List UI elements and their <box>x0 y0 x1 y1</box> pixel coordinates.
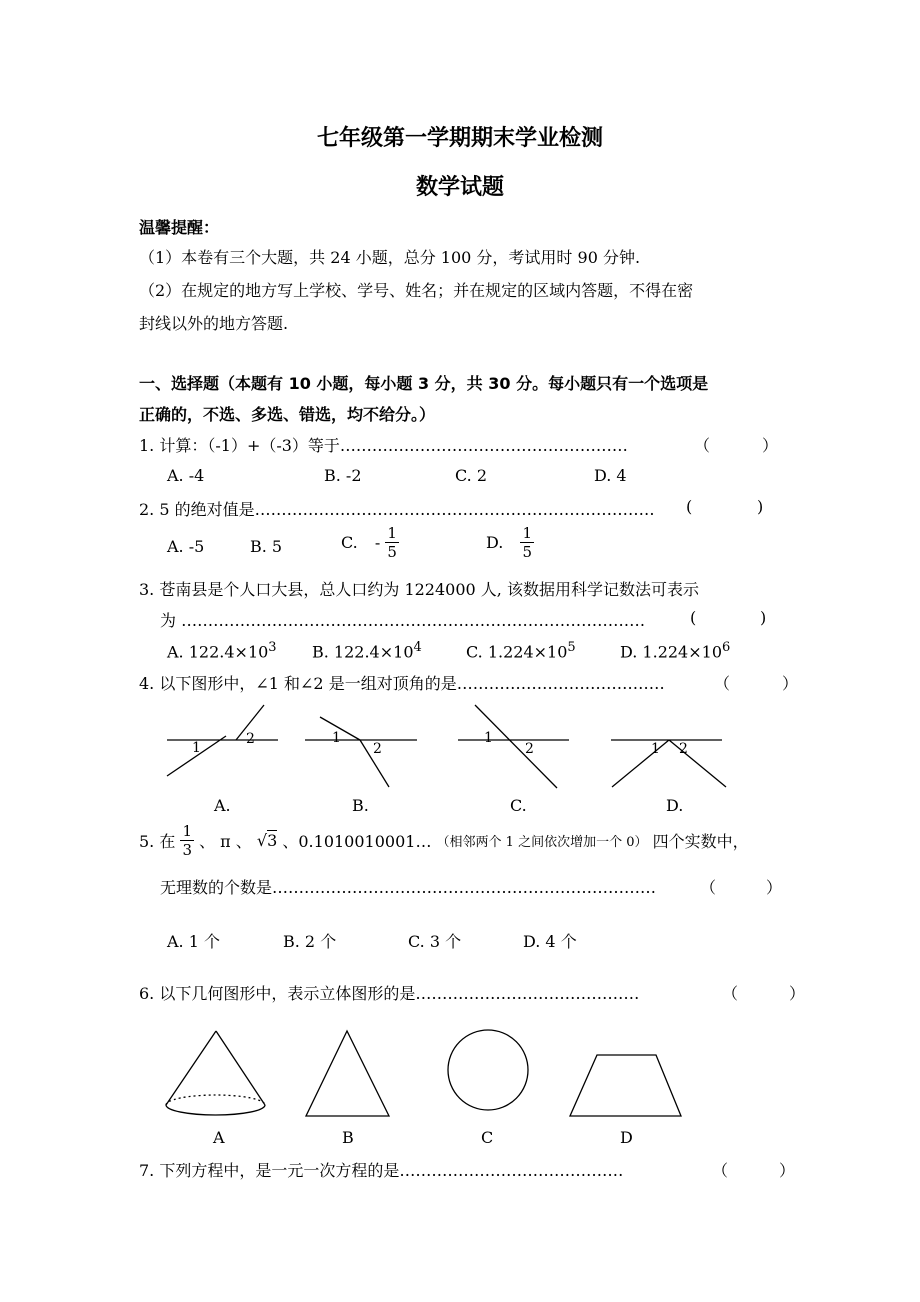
q2-option-d <box>486 524 534 561</box>
q3-answer-open: ( <box>690 608 697 627</box>
q2-option-b: B. 5 <box>250 537 283 556</box>
q5-tail: 四个实数中， <box>652 832 749 851</box>
q5-sqrt-sign: √ <box>256 831 268 850</box>
exam-subtitle: 数学试题 <box>415 175 504 200</box>
q6-circle <box>448 1030 528 1110</box>
q7-answer-open: （ <box>712 1161 729 1180</box>
q1-option-c: C. 2 <box>455 466 488 485</box>
q3-option-d <box>620 640 730 661</box>
q4-answer-open: （ <box>714 674 731 693</box>
q1-option-b: B. -2 <box>324 466 362 485</box>
q2-option-d-denominator: 5 <box>522 543 532 561</box>
exam-title: 七年级第一学期期末学业检测 <box>316 126 603 151</box>
q3-option-c <box>466 640 576 661</box>
q6-stem: 6. 以下几何图形中，表示立体图形的是…………………………………… <box>139 984 640 1003</box>
q4-figure-c <box>458 705 569 788</box>
q4-figure-b <box>305 717 417 787</box>
q5-option-c: C. 3 个 <box>408 932 462 951</box>
q3-stem-line1: 3. 苍南县是个人口大县，总人口约为 1224000 人, 该数据用科学记数法可表示 <box>139 580 699 599</box>
section1-heading-line1: 一、选择题（本题有 10 小题，每小题 3 分，共 30 分。每小题只有一个选项是 <box>139 374 709 393</box>
section1-heading-line2: 正确的，不选、多选、错选，均不给分。） <box>139 405 436 424</box>
q6-answer-close: ） <box>789 984 806 1003</box>
q4b-angle-1: 1 <box>332 730 341 746</box>
cone-base-front <box>166 1105 265 1115</box>
q4c-angle-2: 2 <box>525 741 534 757</box>
q2-stem: 2. 5 的绝对值是………………………………………………………………… <box>139 500 655 519</box>
q1-option-a: A. -4 <box>167 466 205 485</box>
q3-option-c-exponent: 5 <box>567 640 576 655</box>
notice-line-3: 封线以外的地方答题. <box>139 314 289 333</box>
q2-option-c-denominator: 5 <box>387 543 397 561</box>
q5-option-b: B. 2 个 <box>283 932 337 951</box>
q4c-diagonal-line <box>475 705 557 788</box>
q2-option-a: A. -5 <box>167 537 205 556</box>
q1-answer-close: ） <box>762 436 779 455</box>
q6-triangle <box>306 1031 389 1116</box>
q4d-line-1 <box>612 740 669 787</box>
q3-option-a-exponent: 3 <box>268 640 277 655</box>
q4-figures <box>0 700 920 820</box>
q5-option-d: D. 4 个 <box>523 932 577 951</box>
q3-option-d-base: D. 1.224×10 <box>620 642 722 662</box>
q2-option-c-fraction <box>385 524 399 561</box>
q5-fraction-numerator: 1 <box>182 822 192 840</box>
q4d-angle-2: 2 <box>679 741 688 757</box>
q2-option-d-numerator: 1 <box>522 524 532 542</box>
q1-stem: 1. 计算：（-1）+（-3）等于……………………………………………… <box>139 436 628 455</box>
q2-answer-open: ( <box>686 497 693 516</box>
q6-label-a: A <box>213 1128 225 1147</box>
q1-option-d: D. 4 <box>594 466 627 485</box>
q4c-angle-1: 1 <box>484 730 493 746</box>
q5-sqrt <box>257 831 277 850</box>
q3-option-a <box>167 640 277 661</box>
q1-answer-open: （ <box>694 436 711 455</box>
q7-stem: 7. 下列方程中，是一元一次方程的是…………………………………… <box>139 1161 624 1180</box>
q2-option-c <box>341 524 399 561</box>
q6-trapezoid <box>570 1055 681 1116</box>
q4d-angle-1: 1 <box>651 741 660 757</box>
cone-left-edge <box>166 1031 216 1105</box>
q4b-angle-2: 2 <box>373 741 382 757</box>
q5-separator: 、 π 、 <box>199 832 252 851</box>
q5-prefix: 5. 在 <box>139 832 176 851</box>
q6-label-b: B <box>342 1128 354 1147</box>
q5-stem-line1 <box>139 822 749 859</box>
notice-heading: 温馨提醒： <box>139 218 220 237</box>
cone-base-back <box>166 1095 265 1105</box>
q3-option-b <box>312 640 422 661</box>
notice-line-2: （2）在规定的地方写上学校、学号、姓名；并在规定的区域内答题，不得在密 <box>139 281 694 300</box>
q7-answer-close: ） <box>779 1161 796 1180</box>
q4-label-d: D. <box>666 796 684 815</box>
q3-option-c-base: C. 1.224×10 <box>466 642 568 662</box>
q4-label-c: C. <box>510 796 527 815</box>
q5-fraction-denominator: 3 <box>182 841 192 859</box>
q6-label-d: D <box>620 1128 633 1147</box>
q5-stem-line2: 无理数的个数是……………………………………………………………… <box>160 878 657 897</box>
q4d-line-2 <box>669 740 726 787</box>
q2-option-d-fraction <box>520 524 534 561</box>
q4-figure-a <box>167 705 278 776</box>
q5-answer-open: （ <box>700 878 717 897</box>
q4-figure-d <box>611 740 726 787</box>
q2-answer-close: ) <box>757 497 764 516</box>
q6-cone <box>166 1031 265 1115</box>
notice-line-1: （1）本卷有三个大题，共 24 小题，总分 100 分，考试用时 90 分钟. <box>139 248 641 267</box>
q3-option-b-base: B. 122.4×10 <box>312 642 414 662</box>
q4a-angle-2: 2 <box>246 731 255 747</box>
q2-option-c-label: C. <box>341 533 358 552</box>
q6-label-c: C <box>481 1128 494 1147</box>
q2-option-d-label: D. <box>486 533 504 552</box>
q2-option-c-numerator: 1 <box>387 524 397 542</box>
q5-note: （相邻两个 1 之间依次增加一个 0） <box>436 835 648 850</box>
q4-label-a: A. <box>214 796 231 815</box>
q2-option-c-sign: - <box>374 533 381 552</box>
q3-option-d-exponent: 6 <box>722 640 731 655</box>
q5-fraction <box>180 822 194 859</box>
q5-answer-close: ） <box>766 878 783 897</box>
q3-answer-close: ) <box>760 608 767 627</box>
q3-stem-line2: 为 …………………………………………………………………………… <box>160 611 646 630</box>
q5-sqrt-value: 3 <box>267 831 278 850</box>
q4-answer-close: ） <box>782 674 799 693</box>
q3-option-a-base: A. 122.4×10 <box>167 642 269 662</box>
q6-figures <box>0 1028 920 1128</box>
q5-option-a: A. 1 个 <box>167 932 220 951</box>
cone-right-edge <box>216 1031 265 1105</box>
q5-decimal: 、0.1010010001… <box>282 832 432 851</box>
q3-option-b-exponent: 4 <box>413 640 422 655</box>
q4-label-b: B. <box>352 796 369 815</box>
q4-stem: 4. 以下图形中，∠1 和∠2 是一组对顶角的是………………………………… <box>139 674 665 693</box>
q6-answer-open: （ <box>722 984 739 1003</box>
q4a-angle-1: 1 <box>192 740 201 756</box>
